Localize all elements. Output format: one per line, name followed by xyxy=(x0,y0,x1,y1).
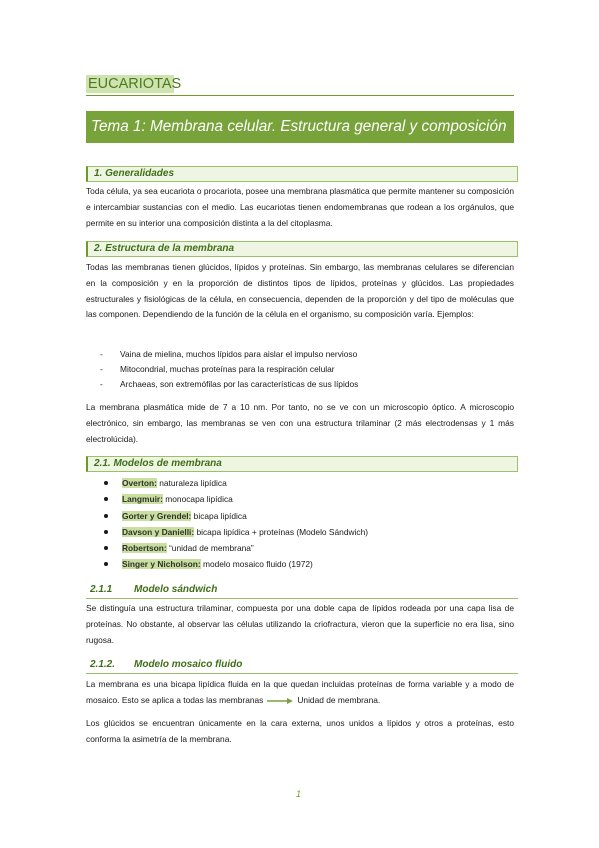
list-item: Davson y Danielli: bicapa lipídica + proteínas (Modelo Sándwich) xyxy=(104,524,504,540)
subject-label: EUCARIOTAS xyxy=(88,76,182,92)
section-1-heading: 1. Generalidades xyxy=(86,166,518,182)
examples-list xyxy=(100,347,510,392)
section-2-text-2: La membrana plasmática mide de 7 a 10 nm. Por tanto, no se ve con un microscopio óptico. A microscopio electrónico, sin embargo, las membranas se ven con una estructura trilaminar (2 más electrodensas y 1 más electrolúcida). xyxy=(86,402,514,444)
list-item: Robertson: “unidad de membrana” xyxy=(104,540,504,556)
subject-rule xyxy=(86,95,514,96)
section-2-1-2-text: La membrana es una bicapa lipídica fluida en la que quedan incluidas proteínas de forma variable y a modo de mosaico. Esto se aplica a todas las membranas Unidad de membrana. xyxy=(86,679,514,705)
section-2-heading: 2. Estructura de la membrana xyxy=(86,241,518,257)
list-item: Gorter y Grendel: bicapa lipídica xyxy=(104,508,504,524)
list-item: Langmuir: monocapa lipídica xyxy=(104,491,504,507)
list-item: - Archaeas, son extremófilas por las características de sus lípidos xyxy=(100,379,359,389)
section-2-1-1-heading: 2.1.1 Modelo sándwich xyxy=(86,582,518,599)
topic-title: Tema 1: Membrana celular. Estructura general y composición xyxy=(86,111,514,143)
models-list xyxy=(104,475,504,573)
page-number: 1 xyxy=(296,789,302,799)
list-item: Singer y Nicholson: modelo mosaico fluido (1972) xyxy=(104,556,504,572)
arrow-right-icon xyxy=(266,697,294,705)
list-item: Overton: naturaleza lipídica xyxy=(104,475,504,491)
section-2-text: Todas las membranas tienen glúcidos, lípidos y proteínas. Sin embargo, las membranas celulares se diferencian en la composición y en la proporción de distintos tipos de lípidos, proteínas y glúcidos. Las propiedades estructurales y fisiológicas de la célula, en consecuencia, dependen de la proporción y del tipo de moléculas que las componen. Dependiendo de la función de la célula en el organismo, su composición varía. Ejemplos: xyxy=(86,262,514,320)
list-item: - Mitocondrial, muchas proteínas para la respiración celular xyxy=(100,364,335,374)
list-item: - Vaina de mielina, muchos lípidos para aislar el impulso nervioso xyxy=(100,349,358,359)
section-2-1-2-heading: 2.1.2. Modelo mosaico fluido xyxy=(86,657,518,674)
section-2-1-1-text: Se distinguía una estructura trilaminar, compuesta por una doble capa de lípidos rodeada por una capa lisa de proteínas. No obstante, al observar las células utilizando la criofractura, vieron que la superficie no era lisa, sino rugosa. xyxy=(86,603,514,645)
section-2-1-heading: 2.1. Modelos de membrana xyxy=(86,456,518,472)
section-2-1-2-text-2: Los glúcidos se encuentran únicamente en la cara externa, unos unidos a lípidos y otros a proteínas, esto conforma la asimetría de la membrana. xyxy=(86,718,514,744)
section-1-text: Toda célula, ya sea eucariota o procariota, posee una membrana plasmática que permite mantener su composición e intercambiar sustancias con el medio. Las eucariotas tienen endomembranas que rodean a los orgánulos, que permite en su interior una composición distinta a la del citoplasma. xyxy=(86,186,514,228)
